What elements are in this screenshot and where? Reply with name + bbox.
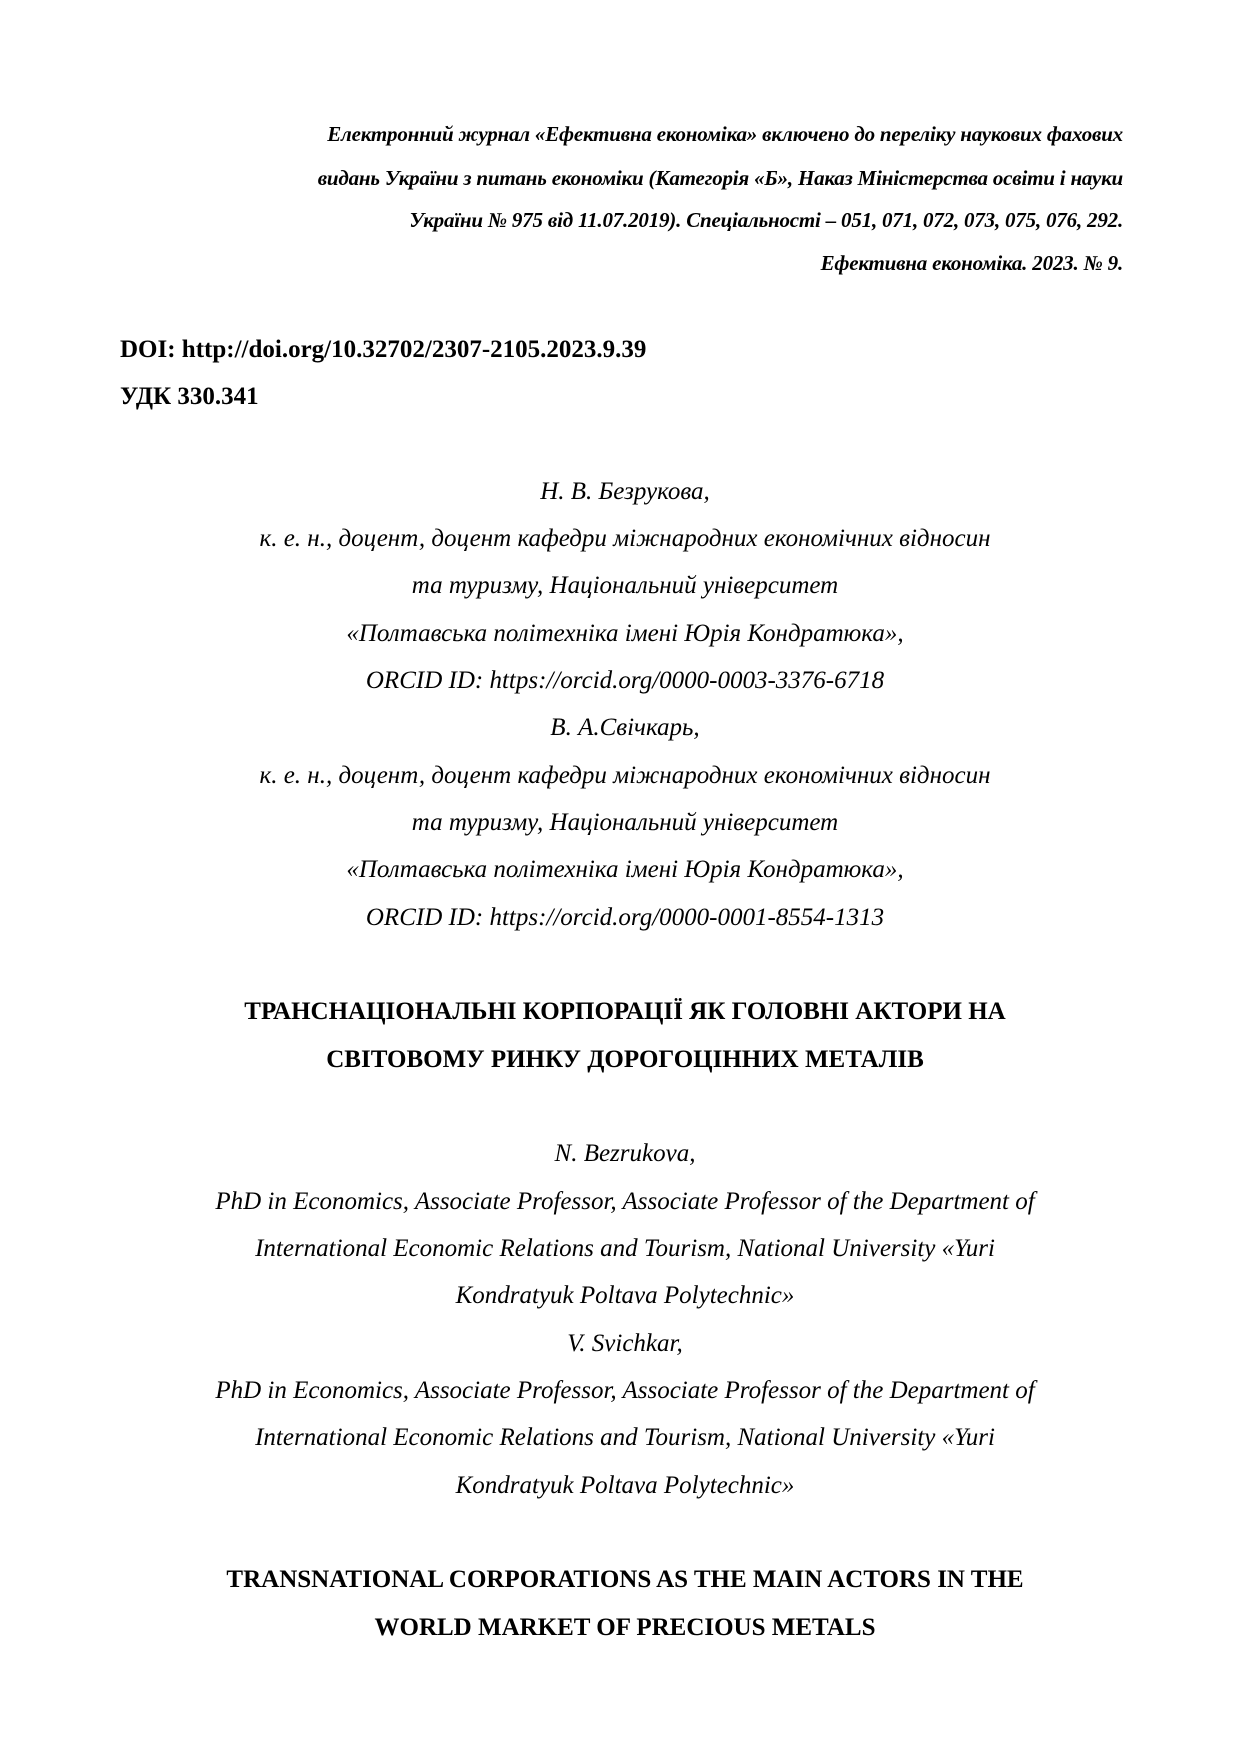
author-line: «Полтавська політехніка імені Юрія Кондратюка», (346, 856, 904, 883)
author-line: к. е. н., доцент, доцент кафедри міжнародних економічних відносин (259, 525, 991, 552)
author-line: Kondratyuk Poltava Polytechnic» (455, 1282, 795, 1309)
author-line: В. А.Свічкарь, (550, 714, 700, 741)
author-line: та туризму, Національний університет (411, 572, 839, 599)
journal-header-line: видань України з питань економіки (Категорія «Б», Наказ Міністерства освіти і науки (317, 166, 1123, 190)
doi: DOI: http://doi.org/10.32702/2307-2105.2023.9.39 (120, 336, 647, 363)
author-line: PhD in Economics, Associate Professor, Associate Professor of the Department of (215, 1377, 1035, 1404)
udk: УДК 330.341 (120, 383, 259, 410)
author-line: ORCID ID: https://orcid.org/0000-0003-3376-6718 (365, 667, 885, 694)
author-line: та туризму, Національний університет (411, 809, 839, 836)
journal-issue: Ефективна економіка. 2023. № 9. (820, 251, 1123, 275)
title-line: TRANSNATIONAL CORPORATIONS AS THE MAIN ACTORS IN THE (226, 1566, 1024, 1593)
author-line: ORCID ID: https://orcid.org/0000-0001-8554-1313 (365, 904, 885, 931)
title-line: WORLD MARKET OF PRECIOUS METALS (374, 1614, 876, 1641)
title-line: СВІТОВОМУ РИНКУ ДОРОГОЦІННИХ МЕТАЛІВ (326, 1046, 924, 1073)
journal-header-line: Електронний журнал «Ефективна економіка» включено до переліку наукових фахових (327, 122, 1123, 146)
author-line: PhD in Economics, Associate Professor, Associate Professor of the Department of (215, 1188, 1035, 1215)
journal-header-line: України № 975 від 11.07.2019). Спеціальності – 051, 071, 072, 073, 075, 076, 292. (409, 208, 1123, 232)
author-line: N. Bezrukova, (554, 1140, 696, 1167)
author-line: к. е. н., доцент, доцент кафедри міжнародних економічних відносин (259, 762, 991, 789)
author-line: Н. В. Безрукова, (540, 478, 710, 505)
author-line: International Economic Relations and Tourism, National University «Yuri (255, 1424, 995, 1451)
author-line: V. Svichkar, (567, 1330, 683, 1357)
author-line: International Economic Relations and Tourism, National University «Yuri (255, 1235, 995, 1262)
title-line: ТРАНСНАЦІОНАЛЬНІ КОРПОРАЦІЇ ЯК ГОЛОВНІ АКТОРИ НА (244, 998, 1006, 1025)
author-line: «Полтавська політехніка імені Юрія Кондратюка», (346, 620, 904, 647)
author-line: Kondratyuk Poltava Polytechnic» (455, 1472, 795, 1499)
